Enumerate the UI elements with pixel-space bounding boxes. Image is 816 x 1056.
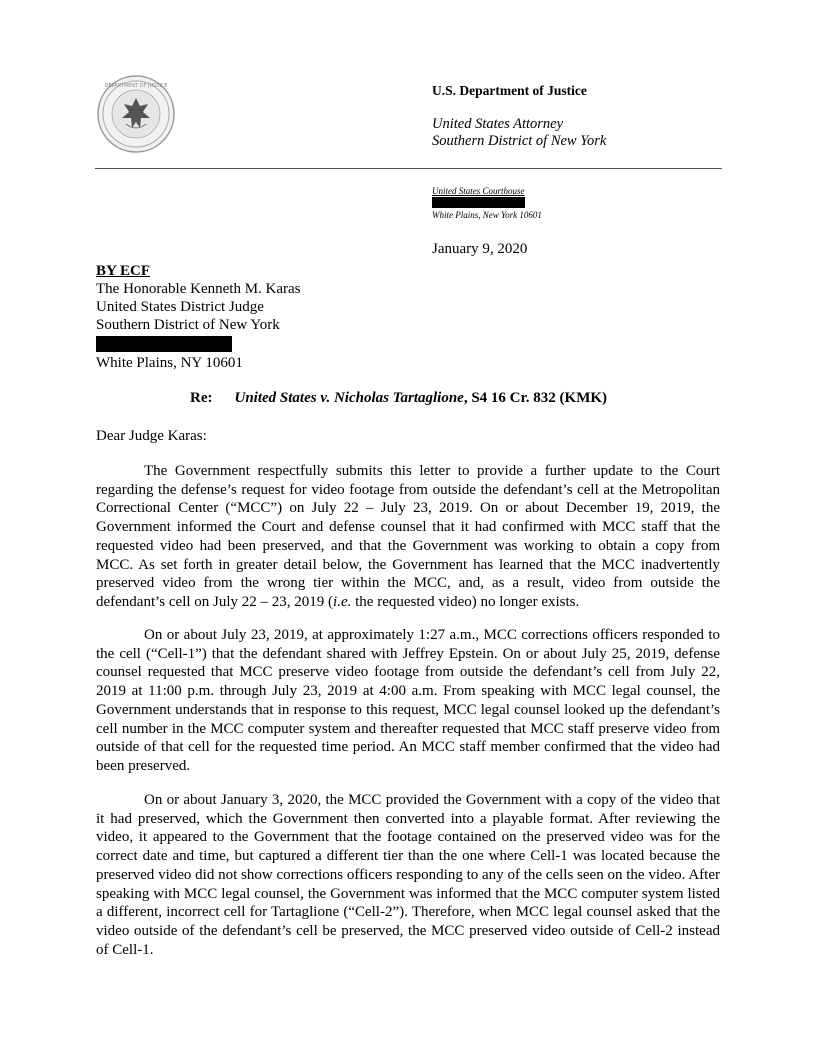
paragraph-3 [96, 791, 720, 959]
delivery-method: BY ECF [96, 263, 151, 279]
office-line-2: Southern District of New York [432, 133, 607, 149]
paragraph-1-ie: i.e. [333, 593, 352, 610]
letter-date: January 9, 2020 [432, 241, 528, 257]
paragraph-1-text-a: The Government respectfully submits this letter to provide a further update to the Court regarding the defense’s request for video footage from outside the defendant’s cell at the Metropolitan Correctional Center (“MCC”) on July 22 – July 23, 2019. On or about December 19, 2019, the Government informed the Court and defense counsel that it had confirmed with MCC staff that the requested video had been preserved, and that the Government was working to obtain a copy from MCC. As set forth in greater detail below, the Government has learned that the MCC inadvertently preserved video from the wrong tier within the MCC, and, as a result, video from outside the defendant’s cell on July 22 – 23, 2019 ( [96, 463, 720, 610]
addressee-name: The Honorable Kenneth M. Karas [96, 281, 301, 297]
inside-address [96, 262, 301, 372]
paragraph-2-text: On or about July 23, 2019, at approximately 1:27 a.m., MCC corrections officers responded to the cell (“Cell-1”) that the defendant shared with Jeffrey Epstein. On or about July 25, 2019, defense counsel requested that MCC preserve video footage from outside the defendant’s cell from July 22, 2019 at 11:00 p.m. through July 23, 2019 at 4:00 a.m. From speaking with MCC legal counsel, the Government understands that in response to this request, MCC legal counsel looked up the defendant’s cell number in the MCC computer system and thereafter requested that MCC staff preserve video from outside of that cell for the requested time period. An MCC staff member confirmed that the video had been preserved. [96, 627, 720, 774]
redaction-bar [96, 336, 232, 352]
re-label: Re: [190, 390, 213, 406]
office-line-1: United States Attorney [432, 116, 564, 132]
letterhead-divider [95, 168, 722, 169]
salutation: Dear Judge Karas: [96, 428, 207, 444]
re-line [190, 390, 607, 407]
case-name: United States v. Nicholas Tartaglione [234, 390, 464, 406]
courthouse-name: United States Courthouse [432, 186, 525, 196]
case-number: , S4 16 Cr. 832 (KMK) [463, 390, 608, 406]
addressee-city: White Plains, NY 10601 [96, 355, 243, 371]
paragraph-3-text: On or about January 3, 2020, the MCC provided the Government with a copy of the video that it had preserved, which the Government then converted into a playable format. After reviewing the video, it appeared to the Government that the footage contained on the preserved video was for the correct date and time, but captured a different tier than the one where Cell-1 was located because the preserved video did not show corrections officers responding to any of the cells seen on the video. After speaking with MCC legal counsel, the Government was informed that the MCC computer system listed a different, incorrect cell for Tartaglione (“Cell-2”). Therefore, when MCC legal counsel asked that the video outside of the defendant’s cell be preserved, the MCC preserved video outside of Cell-2 instead of Cell-1. [96, 792, 720, 958]
courthouse-city: White Plains, New York 10601 [432, 210, 542, 220]
department-name: U.S. Department of Justice [432, 83, 587, 98]
paragraph-2 [96, 626, 720, 776]
svg-text:DEPARTMENT OF JUSTICE: DEPARTMENT OF JUSTICE [104, 83, 168, 89]
redaction-bar [432, 197, 525, 208]
addressee-title: United States District Judge [96, 299, 264, 315]
addressee-court: Southern District of New York [96, 317, 280, 333]
paragraph-1 [96, 462, 720, 612]
doj-seal-icon [96, 74, 176, 154]
office-name [432, 116, 606, 150]
paragraph-1-text-b: the requested video) no longer exists. [351, 593, 580, 610]
